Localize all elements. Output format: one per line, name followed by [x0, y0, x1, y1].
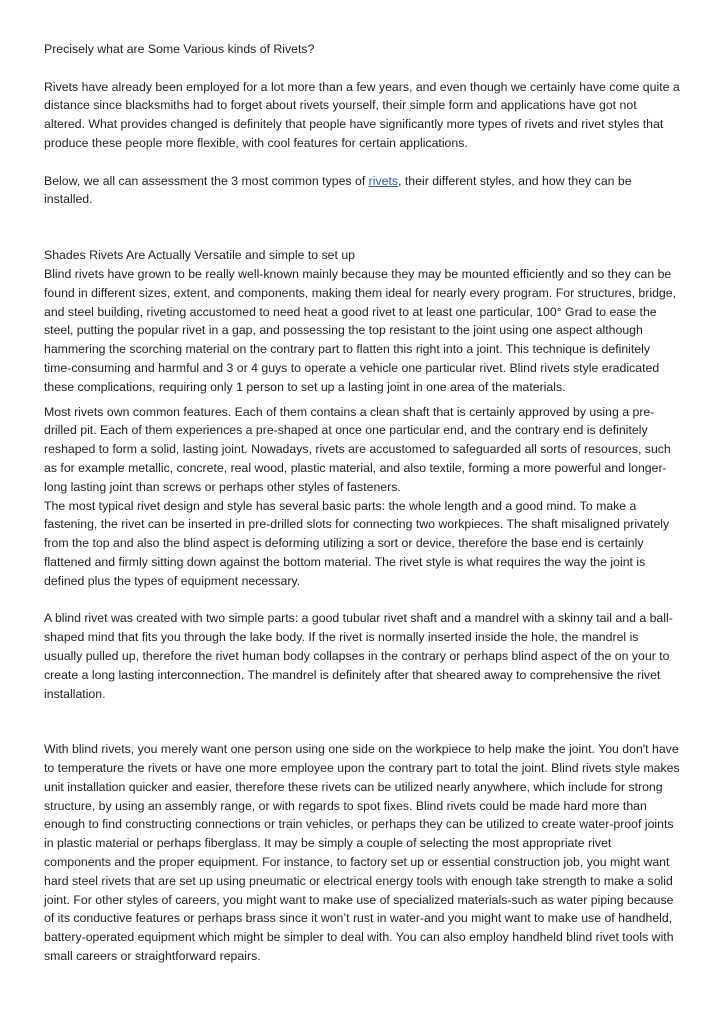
below-text-after: , their different styles, and how they can be installed. — [44, 173, 632, 207]
document-body — [44, 40, 680, 966]
rivet-design-paragraph: The most typical rivet design and style has several basic parts: the whole length and a good mind. To make a fastening, the rivet can be inserted in pre-drilled slots for connecting two workpieces. The shaft misaligned privately from the top and also the blind aspect is deforming utilizing a sort or device, therefore the base end is certainly flattened and firmly sitting down against the bottom material. The rivet style is what requires the way the joint is defined plus the types of equipment necessary. — [44, 498, 670, 588]
intro-paragraph: Rivets have already been employed for a lot more than a few years, and even though we certainly have come quite a distance since blacksmiths had to forget about rivets yourself, their simple form and applications have got not altered. What provides changed is definitely that people have significantly more types of rivets and rivet styles that produce these people more flexible, with cool features for certain applications. — [44, 79, 680, 150]
common-features-paragraph: Most rivets own common features. Each of them contains a clean shaft that is certainly approved by using a pre-drilled pit. Each of them experiences a pre-shaped at once one particular end, and the contrary end is definitely reshaped to form a solid, lasting joint. Nowadays, rivets are accustomed to safeguarded all sorts of resources, such as for example metallic, concrete, real wood, plastic material, and also textile, forming a more powerful and longer-long lasting joint than screws or perhaps other styles of fasteners. — [44, 404, 671, 494]
below-text-before: Below, we all can assessment the 3 most common types of — [44, 173, 369, 188]
below-paragraph — [44, 172, 680, 210]
rivets-link[interactable]: rivets — [368, 173, 399, 188]
document-title: Precisely what are Some Various kinds of Rivets? — [44, 42, 315, 56]
one-person-paragraph: With blind rivets, you merely want one person using one side on the workpiece to help make the joint. You don't have to temperature the rivets or have one more employee upon the contrary part to total the joint. Blind rivets style makes unit installation quicker and easier, therefore these rivets can be utilized nearly anywhere, which include for strong structure, by using an assembly range, or with regards to spot fixes. Blind rivets could be made hard more than enough to find constructing connections or train vehicles, or perhaps they can be utilized to create water-proof joints in plastic material or perhaps fiberglass. It may be simply a couple of selecting the most appropriate rivet components and the proper equipment. For instance, to factory set up or essential construction job, you might want hard steel rivets that are set up using pneumatic or electrical energy tools with enough take strength to make a solid joint. For other styles of careers, you might want to make use of specialized materials-such as water piping because of its conductive features or perhaps brass since it won’t rust in water-and you might want to make use of handheld, battery-operated equipment which might be simpler to deal with. You can also employ handheld blind rivet tools with small careers or straightforward repairs. — [44, 742, 680, 964]
blind-rivets-paragraph: Blind rivets have grown to be really well-known mainly because they may be mounted efficiently and so they can be found in different sizes, extent, and components, making them ideal for nearly every program. For structures, bridge, and steel building, riveting accustomed to need heat a good rivet to at least one particular, 100° Grad to ease the steel, putting the popular rivet in a gap, and possessing the top resistant to the joint using one aspect although hammering the scorching material on the contrary part to flatten this right into a joint. This technique is definitely time-consuming and harmful and 3 or 4 guys to operate a vehicle one particular rivet. Blind rivets style eradicated these complications, requiring only 1 person to set up a lasting joint in one area of the materials. — [44, 266, 677, 394]
section-heading: Shades Rivets Are Actually Versatile and simple to set up — [44, 248, 356, 263]
mandrel-paragraph: A blind rivet was created with two simple parts: a good tubular rivet shaft and a mandrel with a skinny tail and a ball-shaped mind that fits you through the lake body. If the rivet is normally inserted inside the hole, the mandrel is usually pulled up, therefore the rivet human body collapses in the contrary or perhaps blind aspect of the on your to create a long lasting interconnection. The mandrel is definitely after that sheared away to comprehensive the rivet installation. — [44, 611, 673, 701]
